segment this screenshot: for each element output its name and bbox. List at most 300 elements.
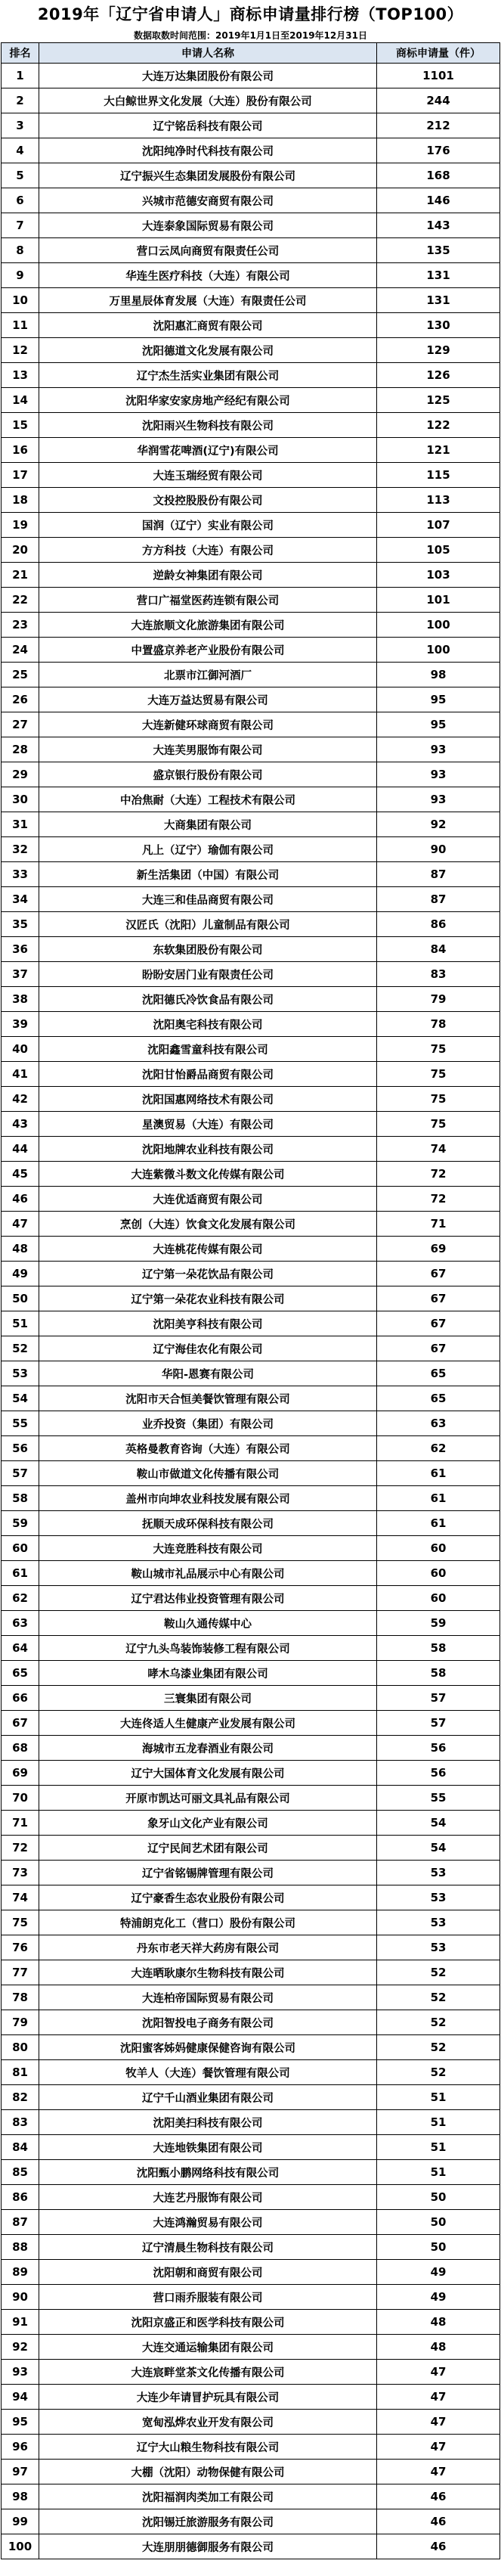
table-row (2, 2335, 500, 2360)
table-row (2, 538, 500, 563)
applicant-name-cell: 辽宁第一朵花农业科技有限公司 (39, 1286, 377, 1311)
application-count-cell: 69 (377, 1237, 500, 1262)
applicant-name-cell: 象牙山文化产业有限公司 (39, 1811, 377, 1836)
application-count-cell: 84 (377, 937, 500, 962)
applicant-name-cell: 大连竞胜科技有限公司 (39, 1536, 377, 1561)
rank-cell: 79 (2, 2010, 39, 2035)
applicant-name-cell: 沈阳甄小鹏网络科技有限公司 (39, 2160, 377, 2185)
table-row (2, 1686, 500, 1711)
application-count-cell: 51 (377, 2160, 500, 2185)
applicant-name-cell: 中冶焦耐（大连）工程技术有限公司 (39, 787, 377, 812)
applicant-name-cell: 辽宁清晨生物科技有限公司 (39, 2235, 377, 2260)
applicant-name-cell: 营口云凤向商贸有限责任公司 (39, 238, 377, 263)
table-row (2, 1661, 500, 1686)
application-count-cell: 51 (377, 2110, 500, 2135)
application-count-cell: 146 (377, 188, 500, 213)
applicant-name-cell: 丹东市老天祥大药房有限公司 (39, 1935, 377, 1960)
application-count-cell: 53 (377, 1935, 500, 1960)
applicant-name-cell: 大连万益达贸易有限公司 (39, 687, 377, 712)
table-row (2, 663, 500, 687)
table-row (2, 263, 500, 288)
table-row (2, 1162, 500, 1187)
applicant-name-cell: 万里星辰体育发展（大连）有限责任公司 (39, 288, 377, 313)
application-count-cell: 50 (377, 2235, 500, 2260)
application-count-cell: 126 (377, 363, 500, 388)
application-count-cell: 61 (377, 1511, 500, 1536)
rank-cell: 94 (2, 2385, 39, 2410)
date-range-subtitle: 数据取数时间范围：2019年1月1日至2019年12月31日 (134, 30, 367, 41)
application-count-cell: 55 (377, 1786, 500, 1811)
applicant-name-cell: 辽宁大国体育文化发展有限公司 (39, 1761, 377, 1786)
table-row (2, 2110, 500, 2135)
rank-cell: 47 (2, 1212, 39, 1237)
application-count-cell: 67 (377, 1336, 500, 1361)
table-row (2, 188, 500, 213)
applicant-name-cell: 宽甸泓烨农业开发有限公司 (39, 2410, 377, 2435)
table-row (2, 64, 500, 88)
table-row (2, 2385, 500, 2410)
rank-cell: 30 (2, 787, 39, 812)
application-count-cell: 212 (377, 113, 500, 138)
table-row (2, 2010, 500, 2035)
application-count-cell: 131 (377, 288, 500, 313)
rank-cell: 73 (2, 1861, 39, 1885)
application-count-cell: 176 (377, 138, 500, 163)
rank-cell: 71 (2, 1811, 39, 1836)
application-count-cell: 47 (377, 2410, 500, 2435)
application-count-cell: 122 (377, 413, 500, 438)
application-count-cell: 63 (377, 1411, 500, 1436)
applicant-name-cell: 沈阳国惠网络技术有限公司 (39, 1087, 377, 1112)
application-count-cell: 93 (377, 762, 500, 787)
application-count-cell: 79 (377, 987, 500, 1012)
table-row (2, 2410, 500, 2435)
application-count-cell: 168 (377, 163, 500, 188)
application-count-cell: 53 (377, 1861, 500, 1885)
table-row (2, 837, 500, 862)
rank-cell: 11 (2, 313, 39, 338)
table-row (2, 2509, 500, 2534)
applicant-name-cell: 华阳-恩赛有限公司 (39, 1361, 377, 1386)
applicant-name-cell: 抚顺天成环保科技有限公司 (39, 1511, 377, 1536)
table-row (2, 413, 500, 438)
rank-cell: 63 (2, 1611, 39, 1636)
table-row (2, 2060, 500, 2085)
applicant-name-cell: 沈阳锡迁旅游服务有限公司 (39, 2509, 377, 2534)
table-row (2, 762, 500, 787)
application-count-cell: 59 (377, 1611, 500, 1636)
table-row (2, 638, 500, 663)
rank-cell: 29 (2, 762, 39, 787)
rank-cell: 18 (2, 488, 39, 513)
application-count-cell: 67 (377, 1262, 500, 1286)
table-row (2, 1861, 500, 1885)
rank-cell: 66 (2, 1686, 39, 1711)
rank-cell: 88 (2, 2235, 39, 2260)
applicant-name-cell: 大连少年请冒护玩具有限公司 (39, 2385, 377, 2410)
table-row (2, 2310, 500, 2335)
table-row (2, 438, 500, 463)
rank-cell: 45 (2, 1162, 39, 1187)
table-row (2, 363, 500, 388)
table-row (2, 563, 500, 588)
table-row (2, 887, 500, 912)
table-row (2, 88, 500, 113)
rank-cell: 19 (2, 513, 39, 538)
rank-cell: 80 (2, 2035, 39, 2060)
rank-cell: 4 (2, 138, 39, 163)
applicant-name-cell: 沈阳蜜客姊妈健康保健咨询有限公司 (39, 2035, 377, 2060)
applicant-name-cell: 特浦朗克化工（营口）股份有限公司 (39, 1910, 377, 1935)
table-row (2, 1536, 500, 1561)
applicant-name-cell: 大连地铁集团有限公司 (39, 2135, 377, 2160)
application-count-cell: 98 (377, 663, 500, 687)
rank-cell: 65 (2, 1661, 39, 1686)
applicant-name-cell: 大连艺丹服饰有限公司 (39, 2185, 377, 2210)
rank-cell: 43 (2, 1112, 39, 1137)
table-row (2, 2085, 500, 2110)
application-count-cell: 65 (377, 1386, 500, 1411)
applicant-name-cell: 沈阳惠汇商贸有限公司 (39, 313, 377, 338)
rank-cell: 49 (2, 1262, 39, 1286)
application-count-cell: 101 (377, 588, 500, 613)
application-count-cell: 60 (377, 1536, 500, 1561)
applicant-name-cell: 沈阳华家安家房地产经纪有限公司 (39, 388, 377, 413)
table-row (2, 2160, 500, 2185)
rank-cell: 81 (2, 2060, 39, 2085)
application-count-cell: 107 (377, 513, 500, 538)
application-count-cell: 47 (377, 2435, 500, 2460)
applicant-name-cell: 大连柏帝国际贸易有限公司 (39, 1985, 377, 2010)
rank-cell: 10 (2, 288, 39, 313)
applicant-name-cell: 辽宁民间艺术团有限公司 (39, 1836, 377, 1861)
applicant-name-cell: 大连优适商贸有限公司 (39, 1187, 377, 1212)
table-row (2, 1386, 500, 1411)
applicant-name-cell: 大棚（沈阳）动物保健有限公司 (39, 2460, 377, 2484)
table-row (2, 1885, 500, 1910)
table-row (2, 2435, 500, 2460)
table-row (2, 862, 500, 887)
table-row (2, 1511, 500, 1536)
rank-cell: 100 (2, 2534, 39, 2559)
rank-cell: 56 (2, 1436, 39, 1461)
applicant-name-cell: 沈阳奥宅科技有限公司 (39, 1012, 377, 1037)
application-count-cell: 131 (377, 263, 500, 288)
application-count-cell: 47 (377, 2460, 500, 2484)
table-row (2, 1361, 500, 1386)
application-count-cell: 53 (377, 1885, 500, 1910)
table-row (2, 2135, 500, 2160)
application-count-cell: 58 (377, 1636, 500, 1661)
table-row (2, 2185, 500, 2210)
table-row (2, 2035, 500, 2060)
applicant-name-cell: 大连佟适人生健康产业发展有限公司 (39, 1711, 377, 1736)
applicant-name-cell: 沈阳地牌农业科技有限公司 (39, 1137, 377, 1162)
table-row (2, 1112, 500, 1137)
applicant-name-cell: 东软集团股份有限公司 (39, 937, 377, 962)
rank-cell: 33 (2, 862, 39, 887)
applicant-name-cell: 辽宁振兴生态集团发展股份有限公司 (39, 163, 377, 188)
table-row (2, 2210, 500, 2235)
table-row (2, 238, 500, 263)
applicant-name-cell: 哮木乌漆业集团有限公司 (39, 1661, 377, 1686)
applicant-name-cell: 沈阳朝和商贸有限公司 (39, 2260, 377, 2285)
application-count-cell: 75 (377, 1112, 500, 1137)
application-count-cell: 53 (377, 1910, 500, 1935)
applicant-name-cell: 北票市江御河酒厂 (39, 663, 377, 687)
table-row (2, 1037, 500, 1062)
table-row (2, 1087, 500, 1112)
applicant-name-cell: 沈阳智投电子商务有限公司 (39, 2010, 377, 2035)
rank-cell: 62 (2, 1586, 39, 1611)
application-count-cell: 72 (377, 1162, 500, 1187)
applicant-name-cell: 沈阳鑫雪童科技有限公司 (39, 1037, 377, 1062)
rank-cell: 50 (2, 1286, 39, 1311)
application-count-cell: 47 (377, 2385, 500, 2410)
table-row (2, 2260, 500, 2285)
application-count-cell: 48 (377, 2310, 500, 2335)
application-count-cell: 86 (377, 912, 500, 937)
rank-cell: 7 (2, 213, 39, 238)
applicant-name-cell: 辽宁第一朵花饮品有限公司 (39, 1262, 377, 1286)
application-count-cell: 130 (377, 313, 500, 338)
rank-cell: 28 (2, 737, 39, 762)
applicant-name-cell: 营口雨乔服装有限公司 (39, 2285, 377, 2310)
table-row (2, 812, 500, 837)
application-count-cell: 1101 (377, 64, 500, 88)
application-count-cell: 95 (377, 687, 500, 712)
application-count-cell: 65 (377, 1361, 500, 1386)
rank-cell: 41 (2, 1062, 39, 1087)
application-count-cell: 46 (377, 2534, 500, 2559)
table-row (2, 388, 500, 413)
application-count-cell: 51 (377, 2085, 500, 2110)
application-count-cell: 95 (377, 712, 500, 737)
applicant-name-cell: 开原市凯达可丽文具礼品有限公司 (39, 1786, 377, 1811)
rank-cell: 8 (2, 238, 39, 263)
table-row (2, 513, 500, 538)
application-count-cell: 121 (377, 438, 500, 463)
table-body (2, 64, 500, 2559)
table-row (2, 1736, 500, 1761)
applicant-name-cell: 兴城市范德安商贸有限公司 (39, 188, 377, 213)
rank-cell: 42 (2, 1087, 39, 1112)
table-row (2, 1237, 500, 1262)
rank-cell: 75 (2, 1910, 39, 1935)
rank-cell: 27 (2, 712, 39, 737)
rank-cell: 17 (2, 463, 39, 488)
applicant-name-cell: 辽宁千山酒业集团有限公司 (39, 2085, 377, 2110)
rank-cell: 98 (2, 2484, 39, 2509)
application-count-cell: 62 (377, 1436, 500, 1461)
applicant-name-cell: 大连三和佳品商贸有限公司 (39, 887, 377, 912)
page-title: 2019年「辽宁省申请人」商标申请量排行榜（TOP100） (37, 5, 464, 23)
table-row (2, 1786, 500, 1811)
application-count-cell: 54 (377, 1836, 500, 1861)
applicant-name-cell: 国润（辽宁）实业有限公司 (39, 513, 377, 538)
application-count-cell: 61 (377, 1486, 500, 1511)
applicant-name-cell: 大连芙男服饰有限公司 (39, 737, 377, 762)
rank-cell: 74 (2, 1885, 39, 1910)
rank-cell: 57 (2, 1461, 39, 1486)
rank-cell: 46 (2, 1187, 39, 1212)
rank-cell: 78 (2, 1985, 39, 2010)
ranking-table (1, 42, 500, 2559)
application-count-cell: 57 (377, 1711, 500, 1736)
rank-cell: 5 (2, 163, 39, 188)
rank-cell: 31 (2, 812, 39, 837)
application-count-cell: 52 (377, 1985, 500, 2010)
rank-cell: 82 (2, 2085, 39, 2110)
table-row (2, 1586, 500, 1611)
applicant-name-cell: 沈阳京盛正和医学科技有限公司 (39, 2310, 377, 2335)
applicant-name-cell: 星澳贸易（大连）有限公司 (39, 1112, 377, 1137)
rank-cell: 86 (2, 2185, 39, 2210)
table-row (2, 1960, 500, 1985)
applicant-name-cell: 大连紫微斗数文化传媒有限公司 (39, 1162, 377, 1187)
application-count-cell: 115 (377, 463, 500, 488)
rank-cell: 60 (2, 1536, 39, 1561)
rank-cell: 23 (2, 613, 39, 638)
applicant-name-cell: 鞍山城市礼品展示中心有限公司 (39, 1561, 377, 1586)
applicant-name-cell: 沈阳甘怡爵品商贸有限公司 (39, 1062, 377, 1087)
rank-cell: 85 (2, 2160, 39, 2185)
application-count-cell: 58 (377, 1661, 500, 1686)
applicant-name-cell: 中置盛京养老产业股份有限公司 (39, 638, 377, 663)
rank-cell: 21 (2, 563, 39, 588)
applicant-name-cell: 逆龄女神集团有限公司 (39, 563, 377, 588)
rank-cell: 12 (2, 338, 39, 363)
application-count-cell: 56 (377, 1761, 500, 1786)
application-count-cell: 74 (377, 1137, 500, 1162)
applicant-name-cell: 汉匠氏（沈阳）儿童制品有限公司 (39, 912, 377, 937)
table-row (2, 113, 500, 138)
applicant-name-cell: 沈阳纯净时代科技有限公司 (39, 138, 377, 163)
rank-cell: 20 (2, 538, 39, 563)
applicant-name-cell: 沈阳德氏冷饮食品有限公司 (39, 987, 377, 1012)
table-row (2, 1910, 500, 1935)
application-count-cell: 46 (377, 2509, 500, 2534)
applicant-name-cell: 沈阳美亨科技有限公司 (39, 1311, 377, 1336)
applicant-name-cell: 辽宁铭岳科技有限公司 (39, 113, 377, 138)
rank-cell: 32 (2, 837, 39, 862)
rank-cell: 97 (2, 2460, 39, 2484)
table-row (2, 987, 500, 1012)
column-header-count: 商标申请量（件） (377, 43, 500, 64)
table-row (2, 1187, 500, 1212)
application-count-cell: 51 (377, 2135, 500, 2160)
applicant-name-cell: 盛京银行股份有限公司 (39, 762, 377, 787)
table-row (2, 338, 500, 363)
application-count-cell: 103 (377, 563, 500, 588)
application-count-cell: 72 (377, 1187, 500, 1212)
table-header-row (2, 43, 500, 64)
rank-cell: 39 (2, 1012, 39, 1037)
applicant-name-cell: 业乔投资（集团）有限公司 (39, 1411, 377, 1436)
applicant-name-cell: 大连晒耿康尔生物科技有限公司 (39, 1960, 377, 1985)
table-row (2, 613, 500, 638)
rank-cell: 58 (2, 1486, 39, 1511)
applicant-name-cell: 海城市五龙春酒业有限公司 (39, 1736, 377, 1761)
applicant-name-cell: 辽宁君达伟业投资管理有限公司 (39, 1586, 377, 1611)
table-row (2, 1811, 500, 1836)
applicant-name-cell: 华润雪花啤酒(辽宁)有限公司 (39, 438, 377, 463)
rank-cell: 14 (2, 388, 39, 413)
application-count-cell: 100 (377, 638, 500, 663)
applicant-name-cell: 大连宸畔堂茶文化传播有限公司 (39, 2360, 377, 2385)
rank-cell: 40 (2, 1037, 39, 1062)
table-row (2, 1137, 500, 1162)
rank-cell: 55 (2, 1411, 39, 1436)
table-row (2, 937, 500, 962)
rank-cell: 87 (2, 2210, 39, 2235)
application-count-cell: 135 (377, 238, 500, 263)
application-count-cell: 49 (377, 2260, 500, 2285)
applicant-name-cell: 辽宁大山粮生物科技有限公司 (39, 2435, 377, 2460)
rank-cell: 2 (2, 88, 39, 113)
applicant-name-cell: 英格曼教育咨询（大连）有限公司 (39, 1436, 377, 1461)
table-row (2, 213, 500, 238)
application-count-cell: 113 (377, 488, 500, 513)
rank-cell: 53 (2, 1361, 39, 1386)
rank-cell: 99 (2, 2509, 39, 2534)
rank-cell: 44 (2, 1137, 39, 1162)
table-row (2, 1436, 500, 1461)
rank-cell: 52 (2, 1336, 39, 1361)
table-row (2, 2360, 500, 2385)
applicant-name-cell: 大连玉瑞经贸有限公司 (39, 463, 377, 488)
rank-cell: 68 (2, 1736, 39, 1761)
rank-cell: 16 (2, 438, 39, 463)
applicant-name-cell: 沈阳市天合恒美餐饮管理有限公司 (39, 1386, 377, 1411)
application-count-cell: 83 (377, 962, 500, 987)
rank-cell: 34 (2, 887, 39, 912)
rank-cell: 93 (2, 2360, 39, 2385)
rank-cell: 64 (2, 1636, 39, 1661)
rank-cell: 84 (2, 2135, 39, 2160)
application-count-cell: 54 (377, 1811, 500, 1836)
rank-cell: 89 (2, 2260, 39, 2285)
applicant-name-cell: 辽宁省铭锡牌管理有限公司 (39, 1861, 377, 1885)
table-row (2, 1212, 500, 1237)
application-count-cell: 93 (377, 787, 500, 812)
applicant-name-cell: 沈阳美扫科技有限公司 (39, 2110, 377, 2135)
table-row (2, 288, 500, 313)
table-row (2, 1636, 500, 1661)
applicant-name-cell: 辽宁豪香生态农业股份有限公司 (39, 1885, 377, 1910)
applicant-name-cell: 沈阳雨兴生物科技有限公司 (39, 413, 377, 438)
applicant-name-cell: 大连鸿瀚贸易有限公司 (39, 2210, 377, 2235)
application-count-cell: 92 (377, 812, 500, 837)
rank-cell: 6 (2, 188, 39, 213)
application-count-cell: 75 (377, 1087, 500, 1112)
application-count-cell: 87 (377, 887, 500, 912)
column-header-applicant: 申请人名称 (39, 43, 377, 64)
applicant-name-cell: 辽宁海佳农化有限公司 (39, 1336, 377, 1361)
table-row (2, 1411, 500, 1436)
application-count-cell: 75 (377, 1062, 500, 1087)
application-count-cell: 57 (377, 1686, 500, 1711)
applicant-name-cell: 大连新健环球商贸有限公司 (39, 712, 377, 737)
table-row (2, 138, 500, 163)
table-row (2, 1935, 500, 1960)
rank-cell: 22 (2, 588, 39, 613)
table-row (2, 687, 500, 712)
applicant-name-cell: 烹创（大连）饮食文化发展有限公司 (39, 1212, 377, 1237)
table-row (2, 737, 500, 762)
application-count-cell: 244 (377, 88, 500, 113)
applicant-name-cell: 辽宁九头鸟装饰装修工程有限公司 (39, 1636, 377, 1661)
